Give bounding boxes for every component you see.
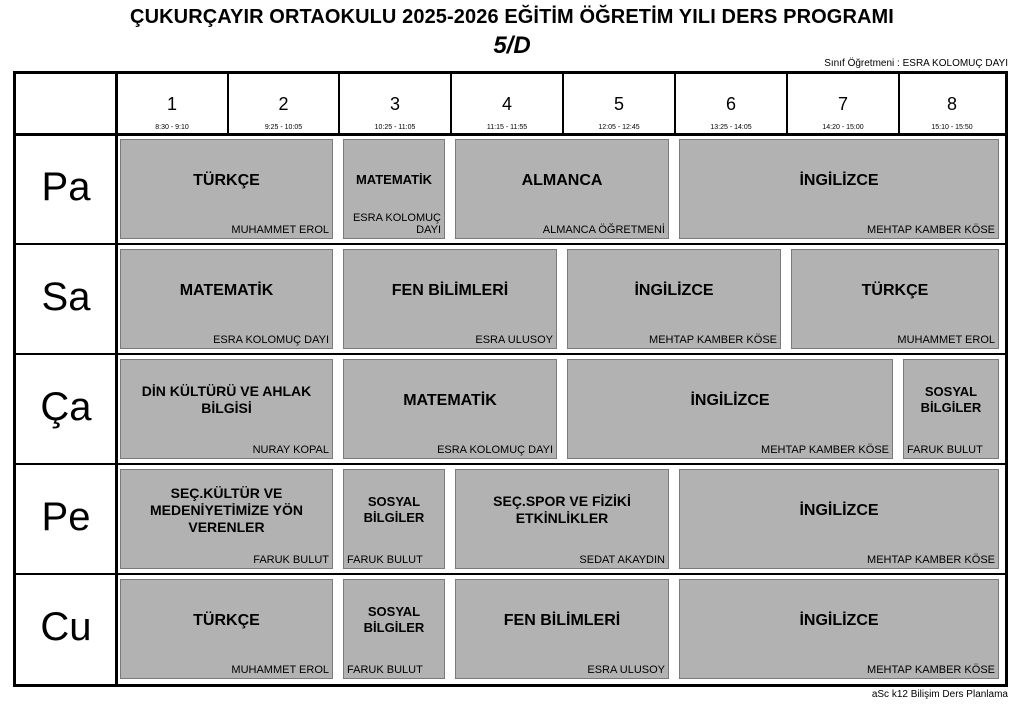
grid-column-line bbox=[115, 74, 118, 684]
period-number: 1 bbox=[166, 94, 177, 114]
lesson-teacher: FARUK BULUT bbox=[907, 444, 983, 456]
lesson-teacher: ESRA KOLOMUÇ DAYI bbox=[213, 334, 329, 346]
day-label: Pa bbox=[41, 165, 91, 209]
period-number: 6 bbox=[725, 94, 736, 114]
day-label: Pe bbox=[41, 495, 91, 539]
day-label: Sa bbox=[41, 275, 91, 319]
lesson-block[interactable] bbox=[679, 469, 999, 569]
lesson-teacher: ESRA KOLOMUÇ DAYI bbox=[437, 444, 553, 456]
lesson-subject: İNGİLİZCE bbox=[690, 391, 770, 409]
lesson-teacher: FARUK BULUT bbox=[347, 664, 423, 676]
lesson-block[interactable] bbox=[679, 579, 999, 679]
grid-row-line bbox=[16, 463, 1005, 465]
lesson-subject: FEN BİLİMLERİ bbox=[503, 611, 621, 629]
period-header bbox=[228, 74, 339, 135]
period-number: 7 bbox=[837, 94, 848, 114]
lesson-subject: İNGİLİZCE bbox=[799, 611, 879, 629]
timetable-grid bbox=[13, 71, 1008, 687]
lesson-teacher: ESRA ULUSOY bbox=[587, 664, 665, 676]
period-number: 3 bbox=[389, 94, 400, 114]
lesson-teacher: MEHTAP KAMBER KÖSE bbox=[761, 444, 889, 456]
lesson-block[interactable] bbox=[120, 139, 333, 239]
period-time: 8:30 - 9:10 bbox=[155, 124, 189, 131]
lesson-teacher: MEHTAP KAMBER KÖSE bbox=[867, 664, 995, 676]
footer-credit: aSc k12 Bilişim Ders Planlama bbox=[871, 689, 1008, 700]
period-header bbox=[116, 74, 228, 135]
lesson-block[interactable] bbox=[343, 139, 445, 239]
day-label: Cu bbox=[40, 605, 92, 649]
class-teacher: Sınıf Öğretmeni : ESRA KOLOMUÇ DAYI bbox=[824, 58, 1008, 69]
lesson-teacher: MUHAMMET EROL bbox=[231, 664, 329, 676]
lesson-block[interactable] bbox=[343, 359, 557, 459]
lesson-teacher: ALMANCA ÖĞRETMENİ bbox=[542, 224, 665, 236]
lesson-teacher: NURAY KOPAL bbox=[252, 444, 329, 456]
lesson-teacher: ESRA ULUSOY bbox=[475, 334, 553, 346]
lesson-teacher: MEHTAP KAMBER KÖSE bbox=[867, 224, 995, 236]
lesson-subject: SEÇ.KÜLTÜR VE MEDENİYETİMİZE YÖN VERENLER bbox=[150, 484, 303, 535]
lesson-block[interactable] bbox=[343, 249, 557, 349]
lesson-block[interactable] bbox=[791, 249, 999, 349]
period-time: 12:05 - 12:45 bbox=[598, 124, 640, 131]
period-time: 11:15 - 11:55 bbox=[486, 124, 528, 131]
grid-row-line bbox=[16, 573, 1005, 575]
period-time: 9:25 - 10:05 bbox=[264, 124, 303, 131]
lesson-teacher: FARUK BULUT bbox=[347, 554, 423, 566]
period-header bbox=[339, 74, 451, 135]
lesson-subject: SOSYAL BİLGİLER bbox=[363, 604, 425, 635]
lesson-subject: TÜRKÇE bbox=[193, 611, 260, 629]
lesson-subject: TÜRKÇE bbox=[861, 281, 929, 299]
lesson-block[interactable] bbox=[567, 249, 781, 349]
lesson-block[interactable] bbox=[120, 249, 333, 349]
lesson-block[interactable] bbox=[343, 579, 445, 679]
lesson-subject: FEN BİLİMLERİ bbox=[391, 281, 509, 299]
lesson-block[interactable] bbox=[343, 469, 445, 569]
lesson-subject: İNGİLİZCE bbox=[799, 501, 879, 519]
lesson-subject: ALMANCA bbox=[521, 171, 603, 189]
class-name: 5/D bbox=[493, 32, 531, 59]
lesson-teacher: ESRA KOLOMUÇ DAYI bbox=[352, 212, 441, 236]
lesson-teacher: MUHAMMET EROL bbox=[231, 224, 329, 236]
lesson-subject: MATEMATİK bbox=[403, 391, 497, 409]
lesson-teacher: MUHAMMET EROL bbox=[897, 334, 995, 346]
period-time: 15:10 - 15:50 bbox=[931, 124, 973, 131]
lesson-subject: DİN KÜLTÜRÜ VE AHLAK BİLGİSİ bbox=[141, 383, 312, 416]
lesson-teacher: FARUK BULUT bbox=[253, 554, 329, 566]
lesson-block[interactable] bbox=[120, 469, 333, 569]
lesson-teacher: SEDAT AKAYDIN bbox=[579, 554, 665, 566]
period-number: 5 bbox=[613, 94, 624, 114]
lesson-block[interactable] bbox=[903, 359, 999, 459]
period-header bbox=[899, 74, 1005, 135]
period-number: 8 bbox=[946, 94, 957, 114]
lesson-block[interactable] bbox=[679, 139, 999, 239]
lesson-block[interactable] bbox=[455, 579, 669, 679]
lesson-block[interactable] bbox=[120, 359, 333, 459]
lesson-subject: TÜRKÇE bbox=[193, 171, 260, 189]
lesson-subject: İNGİLİZCE bbox=[799, 171, 879, 189]
page-title: ÇUKURÇAYIR ORTAOKULU 2025-2026 EĞİTİM ÖĞRETİM YILI DERS PROGRAMI bbox=[130, 6, 894, 28]
lesson-subject: SOSYAL BİLGİLER bbox=[920, 384, 982, 415]
lesson-block[interactable] bbox=[120, 579, 333, 679]
period-number: 4 bbox=[501, 94, 512, 114]
lesson-teacher: MEHTAP KAMBER KÖSE bbox=[867, 554, 995, 566]
lesson-subject: MATEMATİK bbox=[355, 172, 433, 187]
lesson-subject: SEÇ.SPOR VE FİZİKİ ETKİNLİKLER bbox=[493, 493, 631, 526]
period-time: 10:25 - 11:05 bbox=[374, 124, 416, 131]
grid-row-line bbox=[16, 243, 1005, 245]
period-header bbox=[451, 74, 563, 135]
lesson-teacher: MEHTAP KAMBER KÖSE bbox=[649, 334, 777, 346]
lesson-subject: SOSYAL BİLGİLER bbox=[363, 494, 425, 525]
period-header bbox=[675, 74, 787, 135]
period-header bbox=[563, 74, 675, 135]
lesson-block[interactable] bbox=[567, 359, 893, 459]
period-time: 13:25 - 14:05 bbox=[710, 124, 752, 131]
period-time: 14:20 - 15:00 bbox=[822, 124, 864, 131]
lesson-subject: MATEMATİK bbox=[179, 281, 274, 299]
period-header bbox=[787, 74, 899, 135]
period-number: 2 bbox=[278, 94, 289, 114]
day-label: Ça bbox=[40, 385, 92, 429]
lesson-block[interactable] bbox=[455, 469, 669, 569]
grid-row-line bbox=[16, 353, 1005, 355]
lesson-block[interactable] bbox=[455, 139, 669, 239]
lesson-subject: İNGİLİZCE bbox=[634, 281, 714, 299]
